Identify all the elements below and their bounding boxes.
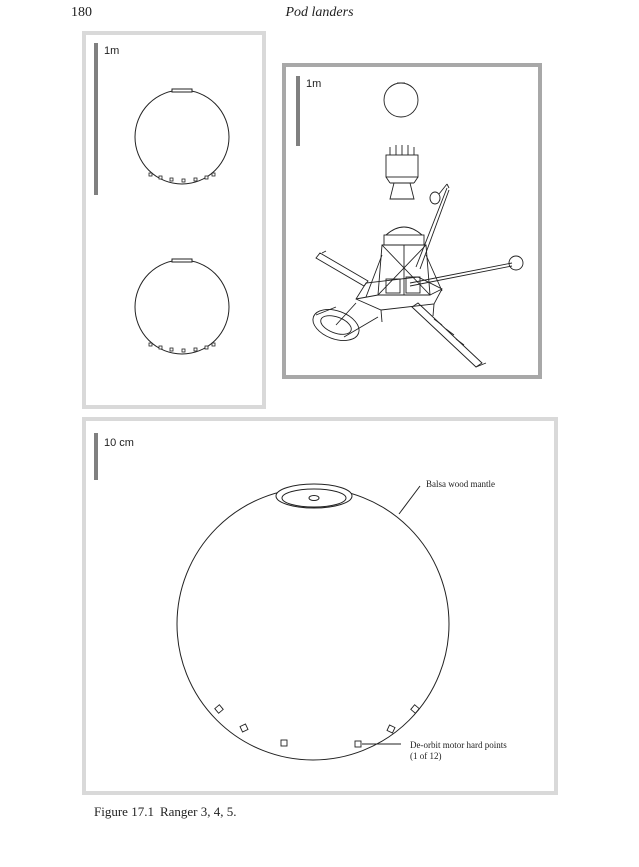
figure-panel-capsule-detail	[82, 417, 558, 795]
scale-label: 1m	[104, 45, 120, 57]
figure-panel-capsule-views	[82, 31, 266, 409]
figure-caption	[94, 804, 237, 820]
callout-hard-points-line2: (1 of 12)	[410, 751, 442, 761]
running-head: Pod landers	[285, 5, 354, 20]
callout-hard-points	[410, 740, 507, 762]
scale-label: 1m	[306, 78, 322, 90]
callout-balsa-mantle: Balsa wood mantle	[426, 479, 495, 489]
figure-caption-text: Ranger 3, 4, 5.	[159, 804, 237, 819]
capsule-drawing	[86, 35, 262, 405]
figure-caption-label: Figure 17.1	[94, 804, 154, 819]
scale-label: 10 cm	[104, 437, 134, 449]
callout-hard-points-line1: De-orbit motor hard points	[410, 740, 507, 750]
spacecraft-drawing	[286, 67, 538, 375]
capsule-detail-drawing	[86, 421, 554, 791]
figure-panel-spacecraft	[282, 63, 542, 379]
page-number: 180	[71, 5, 92, 20]
